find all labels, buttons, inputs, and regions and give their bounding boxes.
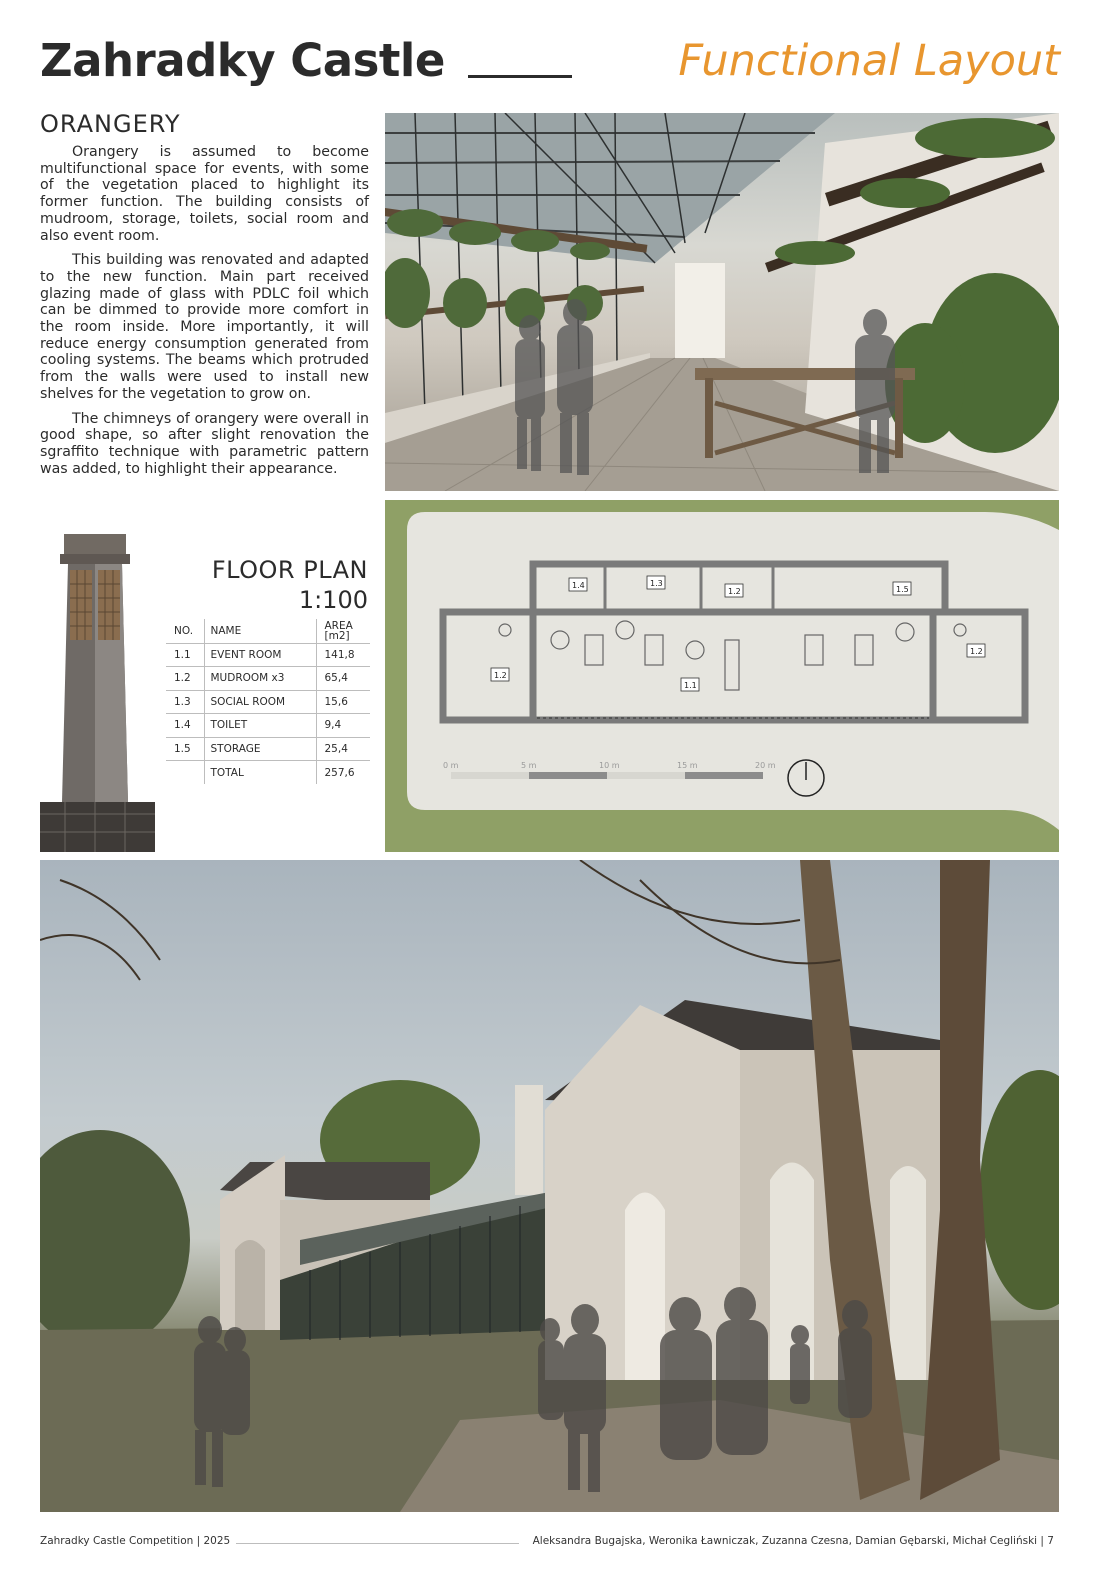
plan-label-storage: 1.5 [896,585,909,594]
floor-plan-drawing [385,500,1059,852]
row-no: 1.4 [166,714,204,738]
header-area-label: AREA [324,619,353,632]
page-header [40,32,1060,92]
header-area-unit: [m2] [324,629,350,642]
table-row [166,667,370,691]
scalebar-label: 15 m [677,761,698,770]
floor-plan-title: FLOOR PLAN [211,556,368,584]
room-area-table [166,619,370,784]
row-name: MUDROOM x3 [204,667,316,691]
header-area [316,619,370,643]
row-no: 1.5 [166,737,204,761]
row-area: 25,4 [316,737,370,761]
scalebar-label: 10 m [599,761,620,770]
plan-label-mudroom-right: 1.2 [970,647,983,656]
table-header-row [166,619,370,643]
table-row [166,690,370,714]
row-no: 1.2 [166,667,204,691]
orangery-description [40,144,369,485]
scalebar-label: 0 m [443,761,459,770]
row-area: 141,8 [316,643,370,667]
floor-plan-scale: 1:100 [298,586,368,614]
plan-label-toilet: 1.4 [572,581,585,590]
table-row [166,714,370,738]
total-label: TOTAL [204,761,316,785]
total-value: 257,6 [324,766,355,779]
row-name: SOCIAL ROOM [204,690,316,714]
scalebar-label: 5 m [521,761,537,770]
chimney-illustration [40,534,155,852]
orangery-heading: ORANGERY [40,110,181,138]
plan-label-social-room: 1.3 [650,579,663,588]
page-subtitle: Functional Layout [678,36,1060,86]
row-area: 65,4 [316,667,370,691]
footer-divider [236,1543,519,1544]
footer-competition: Zahradky Castle Competition | 2025 [40,1535,231,1547]
exterior-render-illustration [40,860,1059,1512]
chimney-render [40,534,155,852]
row-name: TOILET [204,714,316,738]
row-name: EVENT ROOM [204,643,316,667]
exterior-render [40,860,1059,1512]
row-no: 1.3 [166,690,204,714]
interior-render [385,113,1059,491]
orangery-paragraph: This building was renovated and adapted to the new function. Main part received glazing made of glass with PDLC foil which can be dimmed to provide more comfort in the room inside. More importantly, it will reduce energy consumption generated from cooling systems. The beams which protruded from the walls were used to install new shelves for the vegetation to grow on. [40,252,369,402]
table-row [166,643,370,667]
title-divider [468,75,572,78]
plan-label-mudroom-left: 1.2 [494,671,507,680]
orangery-paragraph: The chimneys of orangery were overall in good shape, so after slight renovation the sgraffito technique with parametric pattern was added, to highlight their appearance. [40,410,369,477]
orangery-paragraph: Orangery is assumed to become multifunctional space for events, with some of the vegetation placed to highlight its former function. The building consists of mudroom, storage, toilets, social room and also event room. [40,144,369,244]
row-area: 9,4 [316,714,370,738]
row-area: 15,6 [316,690,370,714]
plan-label-event-room: 1.1 [684,681,697,690]
floor-plan-svg [385,500,1059,852]
header-no: NO. [166,619,204,643]
interior-render-illustration [385,113,1059,491]
row-name: STORAGE [204,737,316,761]
header-name: NAME [204,619,316,643]
total-no [166,761,204,785]
page-title: Zahradky Castle [40,34,445,87]
table-row [166,737,370,761]
table-total-row [166,761,370,785]
row-no: 1.1 [166,643,204,667]
plan-label-mudroom-center: 1.2 [728,587,741,596]
scalebar-label: 20 m [755,761,776,770]
footer-authors: Aleksandra Bugajska, Weronika Ławniczak, Zuzanna Czesna, Damian Gębarski, Michał Cegliński | 7 [532,1535,1054,1547]
